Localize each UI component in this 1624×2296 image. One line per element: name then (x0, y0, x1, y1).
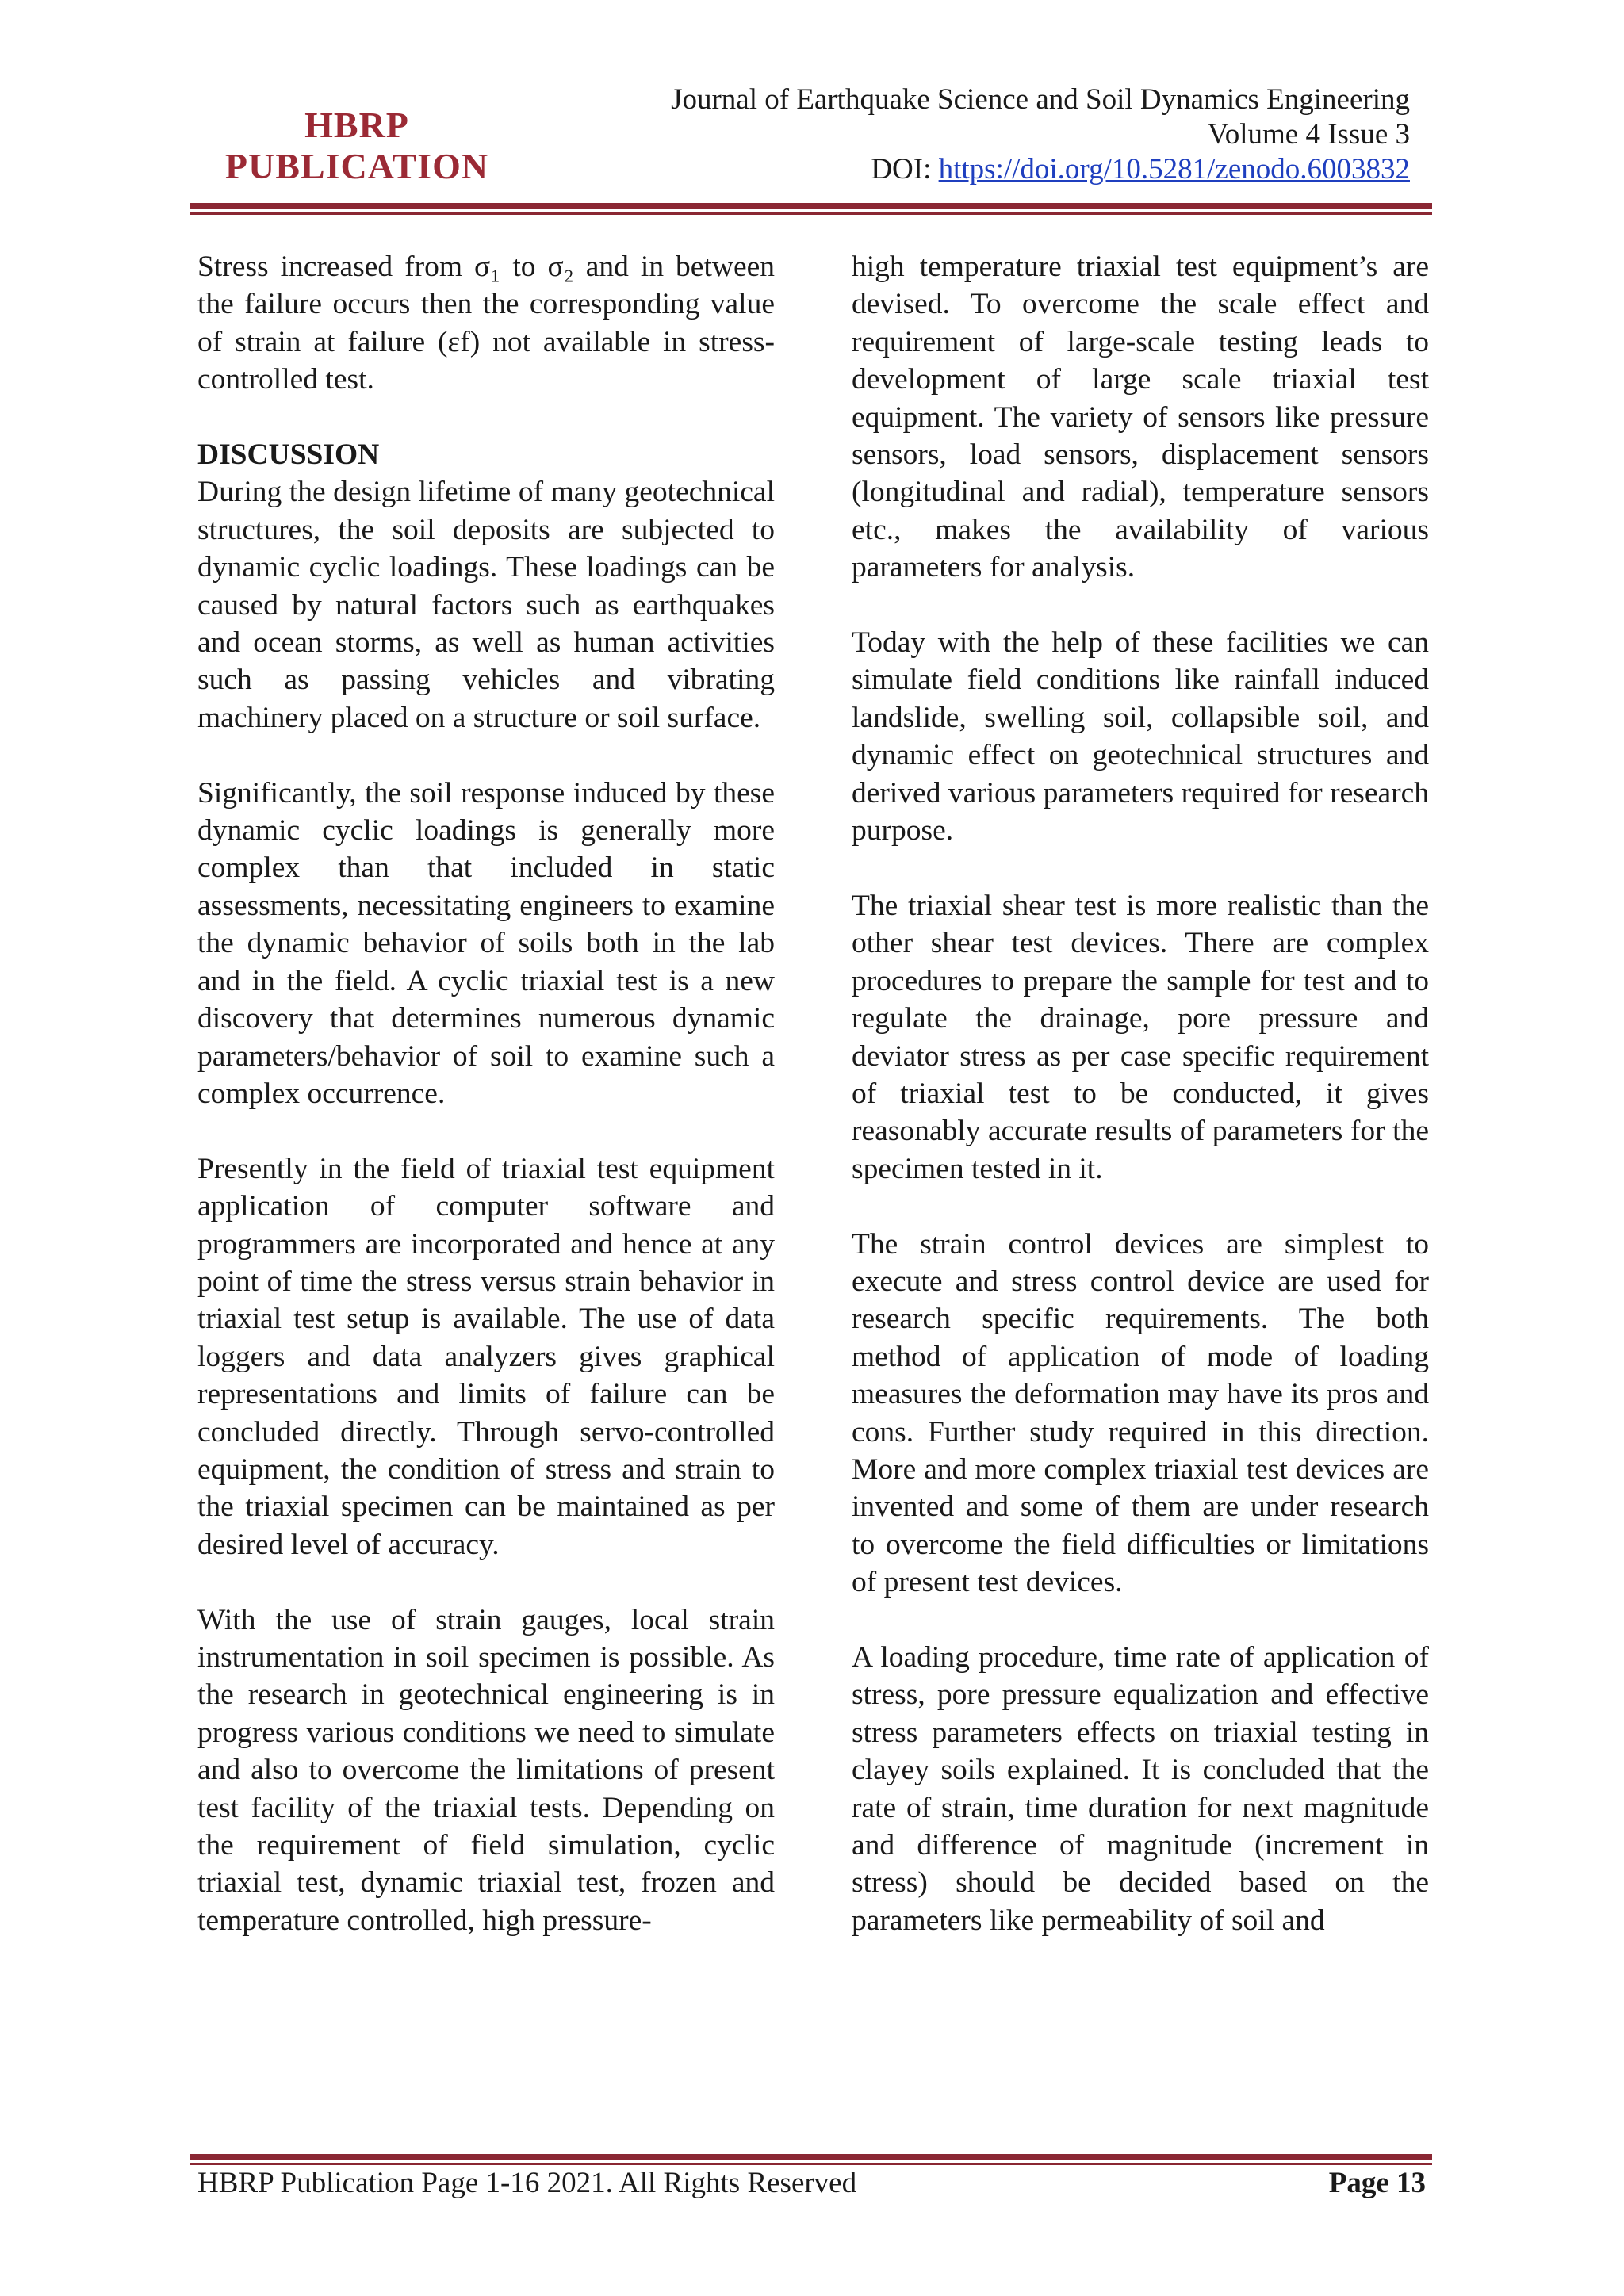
body-paragraph: Presently in the field of triaxial test equipment application of computer software and programmers are incorporated and hence at any point of time the stress versus strain behavior in triaxial test setup is available. The use of data loggers and data analyzers gives graphical representations and limits of failure can be concluded directly. Through servo-controlled equipment, the condition of stress and strain to the triaxial specimen can be maintained as per desired level of accuracy. (197, 1152, 775, 1561)
body-paragraph: The strain control devices are simplest to execute and stress control device are used for research specific requirements. The both method of application of mode of loading measures the deformation may have its pros and cons. Further study required in this direction. More and more complex triaxial test devices are invented and some of them are under research to overcome the field difficulties or limitations of present test devices. (852, 1227, 1429, 1599)
volume-issue: Volume 4 Issue 3 (1207, 118, 1410, 151)
section-heading: DISCUSSION (197, 438, 380, 472)
logo-line-1: HBRP (304, 105, 409, 145)
journal-info (671, 82, 1410, 187)
journal-title: Journal of Earthquake Science and Soil Dynamics Engineering (671, 83, 1410, 116)
left-column (197, 248, 775, 1939)
footer-rule-thick (190, 2154, 1432, 2160)
page-number: Page 13 (1328, 2167, 1426, 2199)
right-column (852, 248, 1429, 1939)
publisher-logo (198, 105, 515, 187)
body-paragraph: The triaxial shear test is more realistic than the other shear test devices. There are complex procedures to prepare the sample for test and to regulate the drainage, pore pressure and deviator stress as per case specific requirement of triaxial test to be conducted, it gives reasonably accurate results of parameters for the specimen tested in it. (852, 889, 1429, 1185)
footer-rule-thin (190, 2163, 1432, 2165)
body-paragraph: A loading procedure, time rate of application of stress, pore pressure equalization and effective stress parameters effects on triaxial testing in clayey soils explained. It is concluded that the rate of strain, time duration for next magnitude and difference of magnitude (increment in stress) should be decided based on the parameters like permeability of soil and (852, 1640, 1429, 1937)
body-paragraph: Significantly, the soil response induced by these dynamic cyclic loadings is generally more complex than that included in static assessments, necessitating engineers to examine the dynamic behavior of soils both in the lab and in the field. A cyclic triaxial test is a new discovery that determines numerous dynamic parameters/behavior of soil to examine such a complex occurrence. (197, 776, 775, 1110)
header-rule-thick (190, 203, 1432, 209)
doi-link[interactable]: https://doi.org/10.5281/zenodo.6003832 (938, 153, 1410, 186)
body-paragraph: Today with the help of these facilities we can simulate field conditions like rainfall induced landslide, swelling soil, collapsible soil, and dynamic effect on geotechnical structures and derived various parameters required for research purpose. (852, 626, 1429, 848)
intro-paragraph: Stress increased from σ₁ to σ₂ and in between the failure occurs then the corresponding value of strain at failure (εf) not available in stress-controlled test. (197, 251, 775, 396)
footer-copyright: HBRP Publication Page 1-16 2021. All Rights Reserved (197, 2167, 857, 2199)
header-rule-thin (190, 212, 1432, 215)
body-paragraph: With the use of strain gauges, local strain instrumentation in soil specimen is possible. As the research in geotechnical engineering is in progress various conditions we need to simulate and also to overcome the limitations of present test facility of the triaxial tests. Depending on the requirement of field simulation, cyclic triaxial test, dynamic triaxial test, frozen and temperature controlled, high pressure- (197, 1603, 775, 1937)
body-paragraph: During the design lifetime of many geotechnical structures, the soil deposits are subjected to dynamic cyclic loadings. These loadings can be caused by natural factors such as earthquakes and ocean storms, as well as human activities such as passing vehicles and vibrating machinery placed on a structure or soil surface. (197, 476, 775, 734)
logo-line-2: PUBLICATION (224, 146, 489, 186)
body-paragraph: high temperature triaxial test equipment’s are devised. To overcome the scale effect and requirement of large-scale testing leads to development of large scale triaxial test equipment. The variety of sensors like pressure sensors, load sensors, displacement sensors (longitudinal and radial), temperature sensors etc., makes the availability of various parameters for analysis. (852, 251, 1429, 584)
doi-label: DOI: (871, 153, 939, 186)
doi-line (671, 152, 1410, 187)
